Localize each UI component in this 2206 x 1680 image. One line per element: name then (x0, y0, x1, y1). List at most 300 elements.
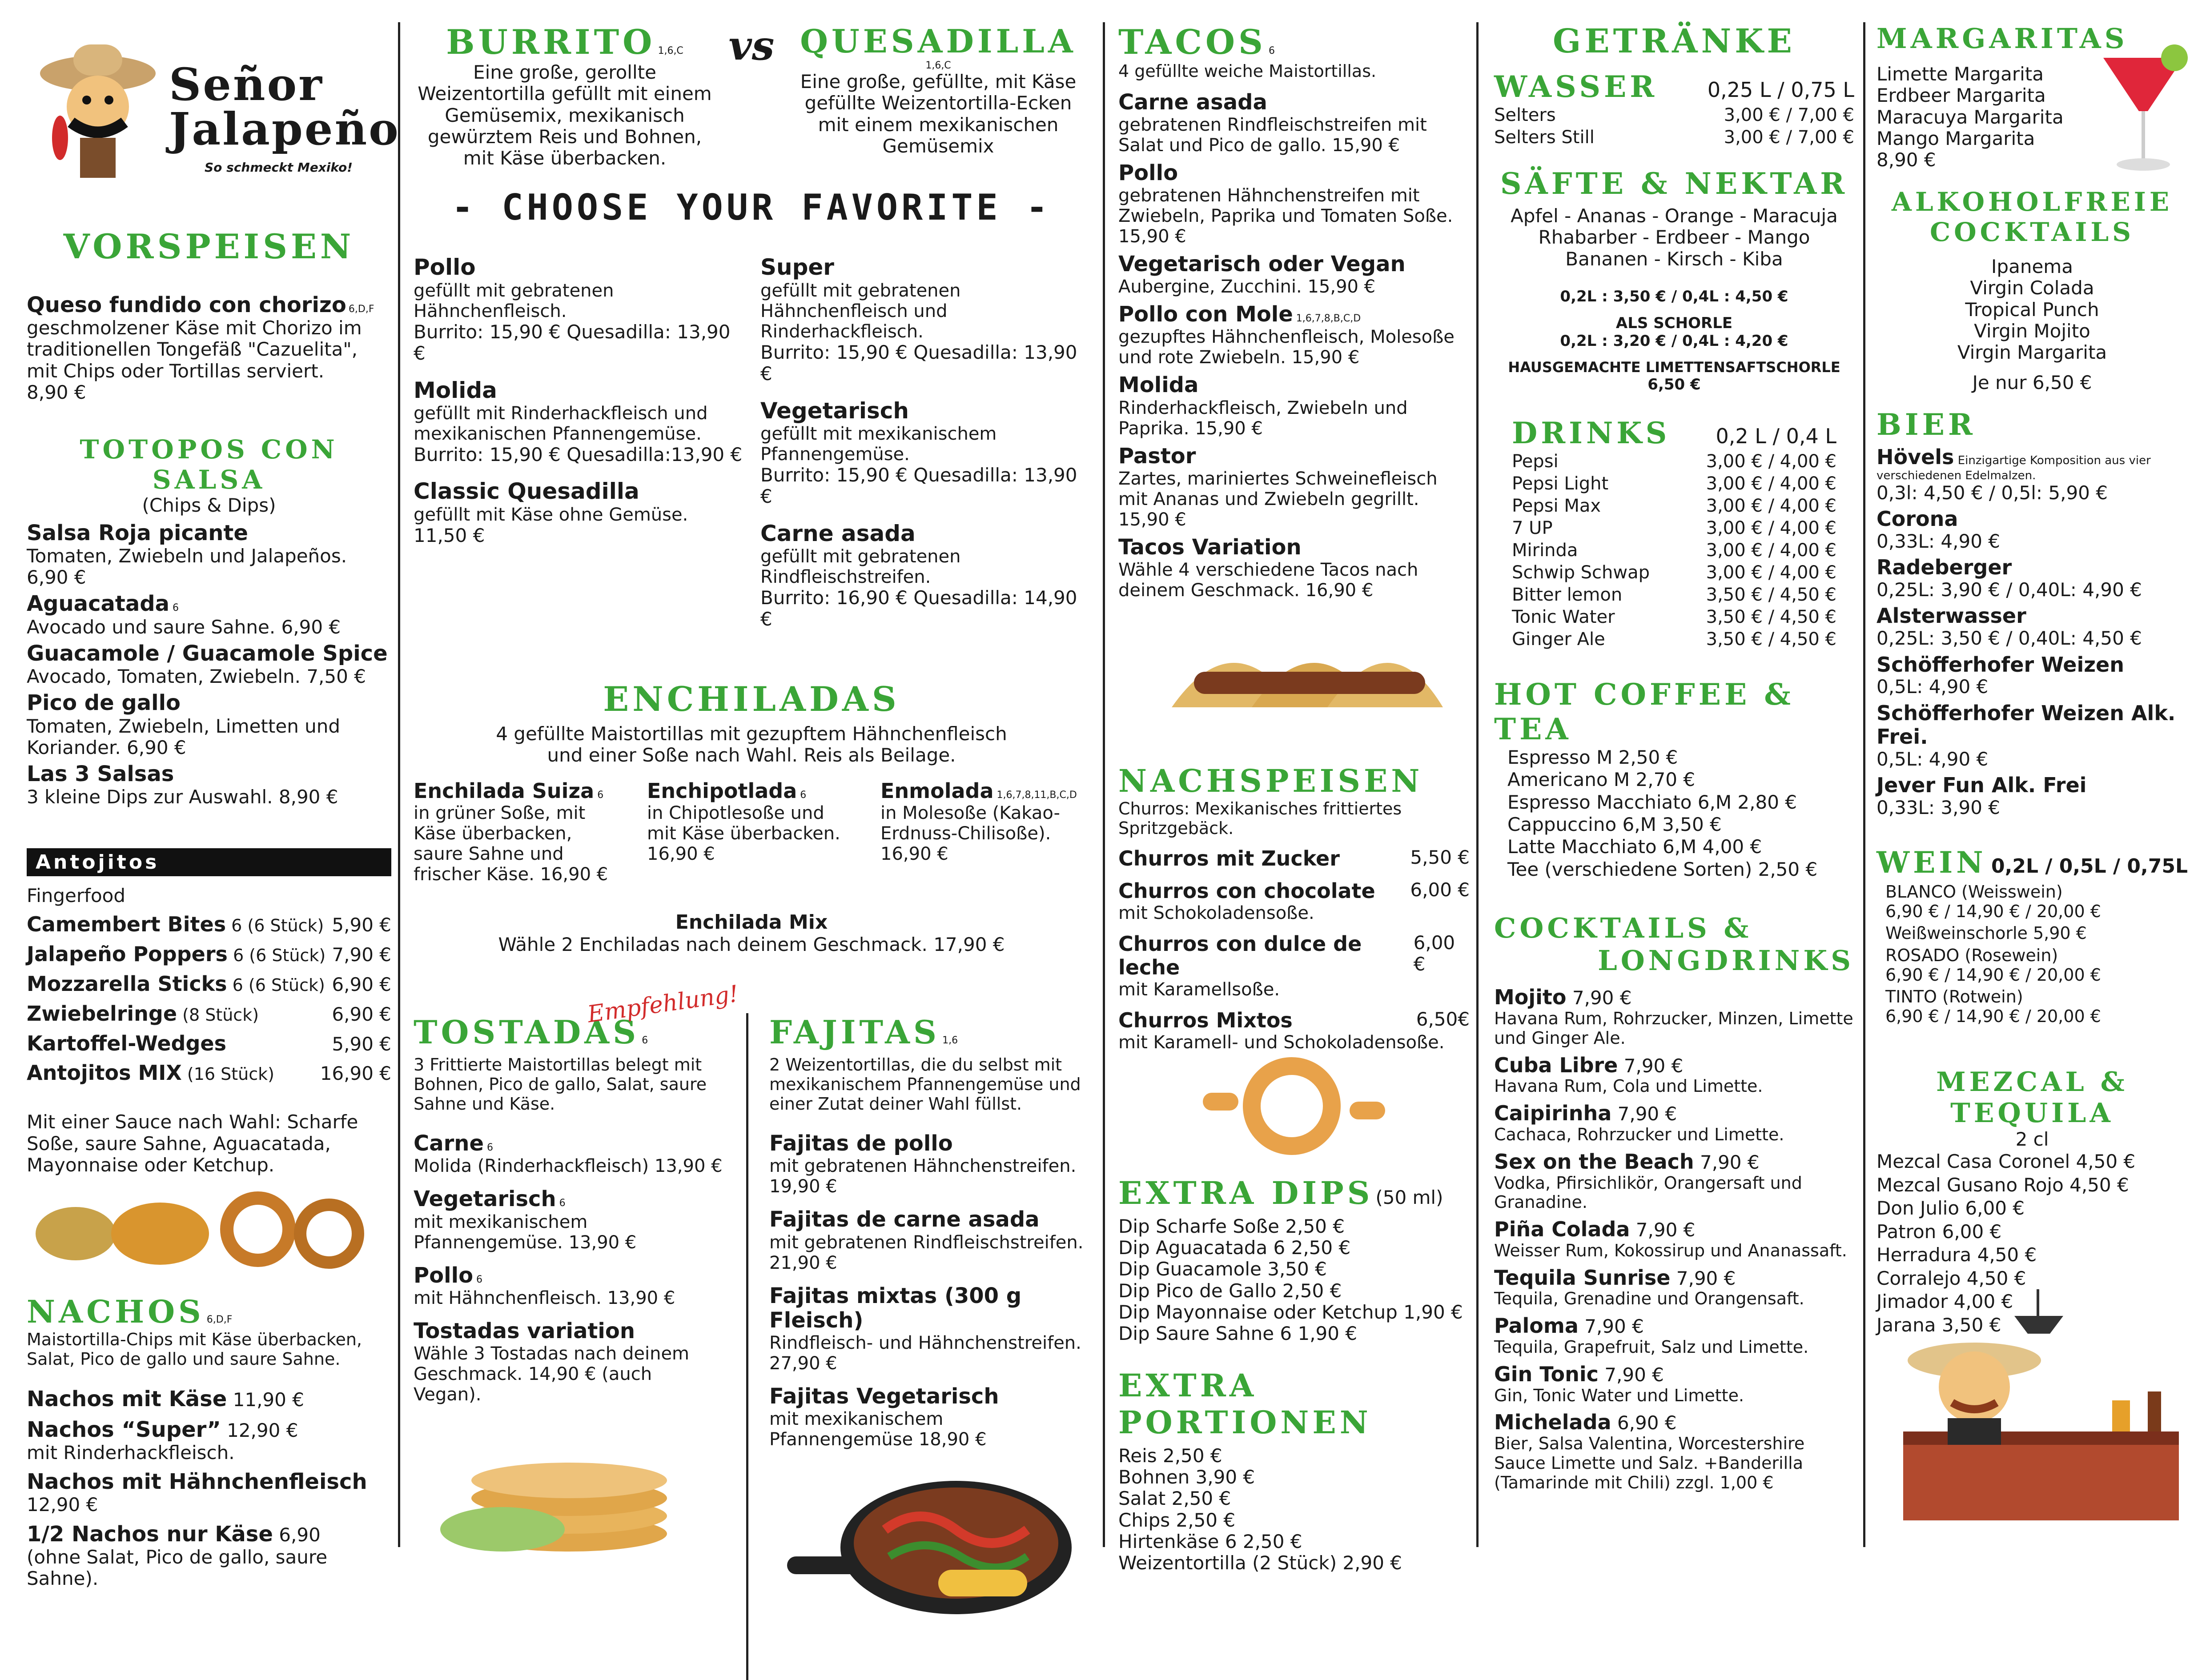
list-item (414, 378, 743, 466)
item-price: 7,90 € (332, 943, 391, 966)
haus-schorle: HAUSGEMACHTE LIMETTENSAFTSCHORLE (1508, 358, 1840, 376)
extra-dips-header (1118, 1175, 1470, 1211)
list-item (1877, 653, 2188, 698)
list-item (769, 1131, 1089, 1197)
burrito-block (414, 22, 716, 169)
item-desc: Aubergine, Zucchini. 15,90 € (1118, 277, 1376, 297)
list-item: Latte Macchiato 6,M 4,00 € (1507, 836, 1762, 858)
list-item (1877, 774, 2188, 818)
item-row (1118, 535, 1470, 560)
item-desc: Havana Rum, Rohrzucker, Minzen, Limette und Ginger Ale. (1494, 1009, 1853, 1048)
alkoholfrei-title: ALKOHOLFREIE (1891, 187, 2173, 217)
item-name: Enchipotlada (647, 779, 797, 803)
item-row (1877, 445, 2188, 482)
item-desc: geschmolzener Käse mit Chorizo im traditionellen Tongefäß "Cazuelita", mit Chips oder Tortillas serviert. (27, 317, 362, 382)
wein-sizes: 0,2L / 0,5L / 0,75L (1991, 854, 2188, 878)
brand-name: Señor Jalapeño (169, 58, 400, 155)
list-item (1885, 987, 2188, 1026)
item-desc: gefüllt mit gebratenen Rindfleischstreifen. (760, 546, 961, 588)
item-desc: Rinderhackfleisch, Zwiebeln und Paprika. 15,90 € (1118, 397, 1408, 439)
item-desc: gebratenen Rindfleischstreifen mit Salat und Pico de gallo. 15,90 € (1118, 114, 1427, 156)
item-label (27, 1061, 274, 1085)
column-divider (1103, 22, 1105, 1547)
item-name: BLANCO (Weisswein) (1885, 882, 2063, 902)
list-item (27, 521, 391, 589)
nachspeisen-desc: Churros: Mexikanisches frittiertes Spritzgebäck. (1118, 799, 1402, 838)
list-item (1118, 879, 1470, 923)
item-name: Vegetarisch (760, 397, 909, 424)
fajitas-image (769, 1459, 1089, 1623)
item-label (27, 1002, 259, 1026)
item-row (1118, 90, 1470, 115)
item-row (769, 1284, 1089, 1333)
item-name: Paloma (1494, 1314, 1579, 1338)
list-item (1494, 1266, 1854, 1309)
item-desc: in Chipotlesoße und mit Käse überbacken. 16,90 € (647, 803, 840, 865)
brand-header (27, 22, 400, 200)
item-desc: Einzigartige Komposition aus vier verschiedenen Edelmalzen. (1877, 453, 2151, 482)
list-item: Jimador 4,00 € (1877, 1291, 2013, 1313)
nachspeisen-title: NACHSPEISEN (1118, 762, 1423, 799)
list-item: Dip Scharfe Soße 2,50 € (1118, 1215, 1345, 1237)
item-row (1494, 1102, 1854, 1125)
item-desc: Tequila, Grenadine und Orangensaft. (1494, 1289, 1804, 1309)
item-row (1118, 847, 1470, 870)
nachos-title: NACHOS (27, 1293, 205, 1331)
list-item (1877, 507, 2188, 552)
list-item: Hirtenkäse 6 2,50 € (1118, 1530, 1302, 1552)
list-item (1494, 1054, 1854, 1097)
item-price: 3,00 € / 4,00 € (1706, 562, 1836, 583)
list-item: Espresso M 2,50 € (1507, 746, 1678, 768)
list-item (27, 942, 391, 966)
list-item (760, 398, 1089, 508)
item-name: Vegetarisch oder Vegan (1118, 252, 1406, 277)
list-item (27, 592, 391, 638)
allergen-code: 6 (484, 1142, 494, 1154)
item-price: 12,90 € (27, 1494, 98, 1516)
margaritas-title: MARGARITAS (1877, 22, 2128, 55)
item-name: Pollo con Mole (1118, 302, 1293, 327)
mascot-icon (36, 31, 160, 182)
item-name: Enmolada (880, 779, 994, 803)
item-price: 6,90 € / 14,90 € / 20,00 € (1885, 1006, 2101, 1026)
list-item: Mezcal Gusano Rojo 4,50 € (1877, 1174, 2129, 1196)
list-item: Dip Guacamole 3,50 € (1118, 1258, 1327, 1280)
list-item (414, 1263, 725, 1308)
column-3 (1118, 22, 1470, 1574)
item-name: Pollo (414, 254, 476, 281)
allergen-code: 1,6,C (658, 45, 683, 56)
item-row (1118, 932, 1470, 979)
empfehlung-badge: Empfehlung! (586, 980, 740, 1028)
churros-image (1118, 1057, 1470, 1159)
fajitas-title: FAJITAS (769, 1013, 940, 1051)
nachspeisen-list (1118, 847, 1470, 1052)
item-desc: gefüllt mit Rinderhackfleisch und mexikanischen Pfannengemüse. (414, 403, 708, 445)
list-item (1494, 104, 1854, 126)
favorites (414, 241, 1089, 630)
list-item (1118, 444, 1470, 530)
item-desc: gefüllt mit gebratenen Hähnchenfleisch. (414, 280, 614, 321)
item-name: Tostadas variation (414, 1318, 635, 1343)
bier-list (1877, 445, 2188, 818)
item-price: 6,50€ (1416, 1008, 1470, 1030)
list-item (1512, 628, 1836, 650)
item-price: 6,90 € (332, 1003, 391, 1025)
item-price: 0,25L: 3,50 € / 0,40L: 4,50 € (1877, 627, 2142, 650)
list-item (1494, 1150, 1854, 1212)
item-row (1494, 1266, 1854, 1290)
list-item (760, 521, 1089, 630)
list-item (1118, 847, 1470, 870)
allergen-code: 6,D,F (206, 1314, 233, 1326)
item-row (27, 1387, 391, 1411)
item-price: 7,90 € (1630, 1219, 1696, 1241)
item-price: 12,90 € (221, 1419, 298, 1441)
cocktails-title: COCKTAILS & (1494, 912, 1752, 945)
totopos-subtitle: (Chips & Dips) (142, 494, 276, 517)
item-extra: (8 Stück) (177, 1005, 259, 1025)
item-name: Michelada (1494, 1410, 1611, 1435)
tostadas-block (414, 980, 740, 1680)
item-row (414, 1187, 725, 1211)
item-row (1877, 507, 2188, 531)
list-item (1494, 1363, 1854, 1406)
saefte-list: Apfel - Ananas - Orange - Maracuja Rhabarber - Erdbeer - Mango Bananen - Kirsch - Kiba (1511, 205, 1838, 270)
item-name: Selters Still (1494, 127, 1595, 148)
item-price: 6,90 € / 14,90 € / 20,00 € (1885, 901, 2101, 921)
list-item: Dip Mayonnaise oder Ketchup 1,90 € (1118, 1301, 1463, 1323)
item-desc: gefüllt mit gebratenen Hähnchenfleisch und Rinderhackfleisch. (760, 280, 961, 342)
list-item (1494, 126, 1854, 148)
margaritas-block (1877, 22, 2188, 187)
nachos-desc: Maistortilla-Chips mit Käse überbacken, Salat, Pico de gallo und saure Sahne. (27, 1330, 362, 1369)
item-desc: Rindfleisch- und Hähnchenstreifen. 27,90 € (769, 1332, 1081, 1374)
tacos-desc: 4 gefüllte weiche Maistortillas. (1118, 61, 1377, 81)
item-name: Carne (414, 1131, 484, 1156)
list-item (769, 1284, 1089, 1374)
item-name: Vegetarisch (414, 1187, 556, 1212)
list-item (1494, 1411, 1854, 1492)
list-item: Corralejo 4,50 € (1877, 1267, 2026, 1289)
quesadilla-desc: Eine große, gefüllte, mit Käse gefüllte Weizentortilla-Ecken mit einem mexikanischen Gemüsemix (800, 71, 1077, 157)
item-row (1118, 879, 1470, 903)
list-item (1885, 946, 2188, 985)
item-price: 3,00 € / 7,00 € (1724, 105, 1854, 125)
haus-schorle-price: 6,50 € (1647, 375, 1701, 393)
item-name: Pollo (1118, 160, 1178, 185)
extra-portionen-title: EXTRA PORTIONEN (1118, 1367, 1372, 1441)
item-price: 11,90 € (227, 1388, 304, 1411)
item-name: Sex on the Beach (1494, 1149, 1694, 1174)
alkoholfrei-title-2: COCKTAILS (1929, 217, 2135, 247)
list-item (27, 1522, 391, 1590)
item-price: 3,00 € / 7,00 € (1724, 127, 1854, 148)
tostadas-list (414, 1131, 725, 1405)
list-item: Chips 2,50 € (1118, 1509, 1236, 1531)
item-desc: gefüllt mit mexikanischem Pfannengemüse. (760, 424, 997, 465)
allergen-code: 1,6,7,8,11,B,C,D (993, 790, 1077, 801)
item-row (414, 779, 623, 803)
item-price: 3,50 € / 4,50 € (1706, 606, 1836, 627)
saefte-title: SÄFTE & NEKTAR (1500, 166, 1848, 201)
list-item: Dip Aguacatada 6 2,50 € (1118, 1237, 1351, 1259)
item-row (27, 1418, 391, 1442)
bartender-image (1899, 1285, 2183, 1534)
list-item (1877, 702, 2188, 770)
list-item: Tropical Punch (1965, 298, 2099, 321)
item-desc: Tomaten, Zwiebeln und Jalapeños. 6,90 € (27, 545, 347, 589)
mezcal-title: MEZCAL & TEQUILA (1936, 1066, 2128, 1129)
item-name: Mozzarella Sticks (27, 971, 227, 996)
item-row (1118, 1009, 1470, 1032)
allergen-code: 1,6,7,8,B,C,D (1293, 313, 1361, 325)
item-name: Radeberger (1877, 555, 2012, 580)
item-name: Jever Fun Alk. Frei (1877, 773, 2087, 797)
item-extra: 6 (6 Stück) (226, 915, 324, 935)
list-item: Maracuya Margarita (1877, 106, 2064, 128)
item-name: Super (760, 254, 834, 281)
list-item (1494, 1102, 1854, 1145)
list-item (1118, 932, 1470, 1000)
vorspeisen-title: VORSPEISEN (63, 227, 355, 266)
list-item (1512, 450, 1836, 473)
item-name: Enchilada Suiza (414, 779, 595, 803)
alkoholfrei-price: Je nur 6,50 € (1972, 372, 2092, 394)
list-item (27, 913, 391, 936)
item-name: Aguacatada (27, 591, 169, 617)
list-item (1512, 606, 1836, 628)
list-item (414, 1187, 725, 1252)
coffee-list (1494, 746, 1854, 881)
item-desc: mit gebratenen Hähnchenstreifen. 19,90 € (769, 1156, 1077, 1197)
item-price: 3,50 € / 4,50 € (1706, 584, 1836, 605)
item-desc: Avocado, Tomaten, Zwiebeln. 7,50 € (27, 666, 366, 688)
list-item: Weizentortilla (2 Stück) 2,90 € (1118, 1552, 1402, 1574)
item-desc: Wähle 2 Enchiladas nach deinem Geschmack. 17,90 € (498, 933, 1005, 955)
item-row (414, 1131, 725, 1156)
item-label (27, 972, 325, 996)
item-row (1118, 161, 1470, 185)
item-row (1494, 986, 1854, 1009)
item-price: 6,90 € (332, 973, 391, 995)
item-label (27, 1032, 226, 1055)
list-item: Virgin Colada (1970, 277, 2094, 299)
item-name: Queso fundido con chorizo (27, 293, 346, 317)
item-price: 0,25L: 3,90 € / 0,40L: 4,90 € (1877, 579, 2142, 601)
list-item: Bohnen 3,90 € (1118, 1466, 1255, 1488)
item-desc: Avocado und saure Sahne. 6,90 € (27, 616, 341, 638)
fajitas-list (769, 1131, 1089, 1450)
drinks-title: DRINKS (1512, 415, 1671, 450)
item-row (27, 1470, 391, 1516)
item-name: Cuba Libre (1494, 1053, 1618, 1077)
tacos-image (1118, 609, 1470, 734)
item-price: 6,90 € (1611, 1412, 1677, 1434)
list-item (1118, 302, 1470, 368)
item-name: Schwip Schwap (1512, 562, 1650, 583)
allergen-code: 6 (1269, 45, 1275, 56)
list-item: Ipanema (1991, 256, 2073, 277)
list-item (1494, 1314, 1854, 1357)
item-name: Corona (1877, 506, 1958, 531)
item-name: Camembert Bites (27, 912, 226, 936)
getraenke-title: GETRÄNKE (1553, 22, 1796, 60)
item-desc: mit Hähnchenfleisch. 13,90 € (414, 1287, 675, 1308)
item-price: 6,90 (273, 1524, 321, 1546)
list-item (769, 1384, 1089, 1450)
extra-dips-size: (50 ml) (1375, 1186, 1443, 1208)
list-item (1118, 373, 1470, 438)
choose-heading: - CHOOSE YOUR FAVORITE - (452, 187, 1051, 229)
totopos-title: TOTOPOS CON SALSA (80, 434, 338, 495)
item-name: Carne asada (760, 520, 916, 546)
burrito-desc: Eine große, gerollte Weizentortilla gefüllt mit einem Gemüsemix, mexikanisch gewürztem Reis und Bohnen, mit Käse überbacken. (418, 61, 712, 169)
list-item: Patron 6,00 € (1877, 1220, 2002, 1243)
brand-slogan: So schmeckt Mexiko! (205, 160, 353, 175)
list-item (1494, 1218, 1854, 1261)
item-desc: gefüllt mit Käse ohne Gemüse. (414, 504, 688, 525)
item-row (1494, 1411, 1854, 1434)
item-row (769, 1384, 1089, 1409)
extra-portionen-list (1118, 1445, 1470, 1574)
list-item: Don Julio 6,00 € (1877, 1197, 2025, 1219)
enchiladas-header (414, 679, 1089, 766)
item-name: Antojitos MIX (27, 1061, 182, 1085)
item-price: 16,90 € (320, 1063, 391, 1085)
item-desc: in Molesoße (Kakao-Erdnuss-Chilisoße). 16,90 € (880, 803, 1060, 865)
inner-divider (746, 1013, 748, 1680)
item-price: 6,00 € (1410, 879, 1470, 901)
list-item (27, 1032, 391, 1055)
item-desc: mit Karamell- und Schokoladensoße. (1118, 1032, 1445, 1053)
item-name: Weißweinschorle 5,90 € (1885, 923, 2087, 943)
tostadas-title: TOSTADAS (414, 1013, 640, 1051)
item-name: Nachos mit Käse (27, 1386, 227, 1411)
item-price: 6,90 € / 14,90 € / 20,00 € (1885, 965, 2101, 985)
column-divider (1863, 22, 1865, 1547)
list-item (414, 1131, 725, 1176)
item-price: 7,90 € (1598, 1363, 1664, 1386)
item-desc: gezupftes Hähnchenfleisch, Molesoße und rote Zwiebeln. 15,90 € (1118, 327, 1455, 368)
longdrinks-title: LONGDRINKS (1598, 944, 1854, 977)
item-row (1118, 302, 1470, 327)
item-price: 5,90 € (332, 914, 391, 936)
extra-dips-title: EXTRA DIPS (1118, 1174, 1374, 1211)
list-item: Cappuccino 6,M 3,50 € (1507, 814, 1722, 836)
item-row (1118, 373, 1470, 397)
list-item (27, 642, 391, 687)
list-item (1494, 986, 1854, 1048)
list-item: Dip Pico de Gallo 2,50 € (1118, 1279, 1342, 1302)
item-row (1118, 252, 1470, 277)
item-row (1494, 1314, 1854, 1338)
item-row (27, 1522, 391, 1547)
item-desc: mit Rinderhackfleisch. (27, 1441, 235, 1463)
item-name: Pastor (1118, 443, 1196, 469)
item-extra: 6 (6 Stück) (227, 975, 325, 995)
vs-label: vs (728, 22, 775, 69)
quesadilla-block (787, 22, 1089, 169)
enchilada-mix (414, 911, 1089, 955)
list-item: Erdbeer Margarita (1877, 84, 2046, 107)
item-row (414, 1319, 725, 1343)
item-name: Caipirinha (1494, 1101, 1612, 1126)
item-name: Tequila Sunrise (1494, 1265, 1671, 1290)
list-item (27, 972, 391, 996)
item-name: Churros Mixtos (1118, 1008, 1293, 1032)
item-name: Alsterwasser (1877, 604, 2026, 628)
item-name: Pollo (414, 1263, 474, 1288)
wein-title: WEIN (1877, 845, 1987, 880)
list-item (1118, 252, 1470, 297)
list-item (760, 255, 1089, 385)
list-item: Salat 2,50 € (1118, 1488, 1231, 1510)
list-item (1885, 924, 2188, 943)
item-row (1494, 1363, 1854, 1386)
item-name: Enchilada Mix (675, 911, 828, 934)
item-name: Tacos Variation (1118, 534, 1302, 560)
list-item: Virgin Mojito (1974, 320, 2090, 342)
item-price: 11,50 € (414, 524, 485, 546)
item-row (1877, 556, 2188, 579)
column-4 (1494, 22, 1854, 1547)
list-item (27, 1387, 391, 1411)
fingerfood-image (27, 1185, 391, 1274)
item-price: Burrito: 15,90 € Quesadilla: 13,90 € (760, 464, 1077, 508)
fajitas-block (769, 1013, 1089, 1680)
item-row (1494, 1054, 1854, 1077)
allergen-code: 6 (642, 1035, 648, 1046)
column-divider (1476, 22, 1479, 1547)
allergen-code: 1,6,C (925, 60, 951, 71)
drinks-list (1494, 450, 1854, 650)
item-row (769, 1207, 1089, 1232)
item-desc: Weisser Rum, Kokossirup und Ananassaft. (1494, 1240, 1847, 1260)
list-item (1118, 161, 1470, 247)
item-name: Schöfferhofer Weizen (1877, 652, 2124, 677)
item-name: Pepsi Max (1512, 495, 1601, 516)
list-item (414, 779, 623, 885)
wasser-sizes: 0,25 L / 0,75 L (1707, 78, 1854, 102)
drinks-sizes: 0,2 L / 0,4 L (1716, 424, 1836, 448)
schorle-label: ALS SCHORLE (1615, 314, 1733, 332)
list-item (1118, 535, 1470, 601)
list-item (414, 1319, 725, 1405)
item-price: 3,00 € / 4,00 € (1706, 540, 1836, 561)
item-desc: mit mexikanischem Pfannengemüse. 13,90 € (414, 1211, 637, 1253)
column-divider (398, 22, 400, 1547)
item-desc: 3 kleine Dips zur Auswahl. 8,90 € (27, 786, 338, 808)
item-desc: mit mexikanischem Pfannengemüse 18,90 € (769, 1409, 987, 1450)
list-item (880, 779, 1089, 885)
item-desc: Bier, Salsa Valentina, Worcestershire Sauce Limette und Salz. +Banderilla (Tamarinde mit Chili) zzgl. 1,00 € (1494, 1434, 1805, 1492)
item-name: TINTO (Rotwein) (1885, 987, 2023, 1007)
item-name: ROSADO (Rosewein) (1885, 946, 2058, 966)
antojitos-title: Antojitos (27, 848, 391, 876)
item-name: Classic Quesadilla (414, 478, 639, 505)
allergen-code: 1,6 (942, 1035, 958, 1046)
item-price: Burrito: 15,90 € Quesadilla: 13,90 € (760, 341, 1077, 385)
item-name: Ginger Ale (1512, 629, 1605, 650)
schorle-price: 0,2L : 3,20 € / 0,4L : 4,20 € (1560, 332, 1788, 350)
item-name: Schöfferhofer Weizen Alk. Frei. (1877, 701, 2176, 749)
list-item: Limette Margarita (1877, 63, 2044, 85)
nachos-list (27, 1387, 391, 1590)
column-1 (27, 22, 400, 1590)
item-row (414, 1263, 725, 1288)
